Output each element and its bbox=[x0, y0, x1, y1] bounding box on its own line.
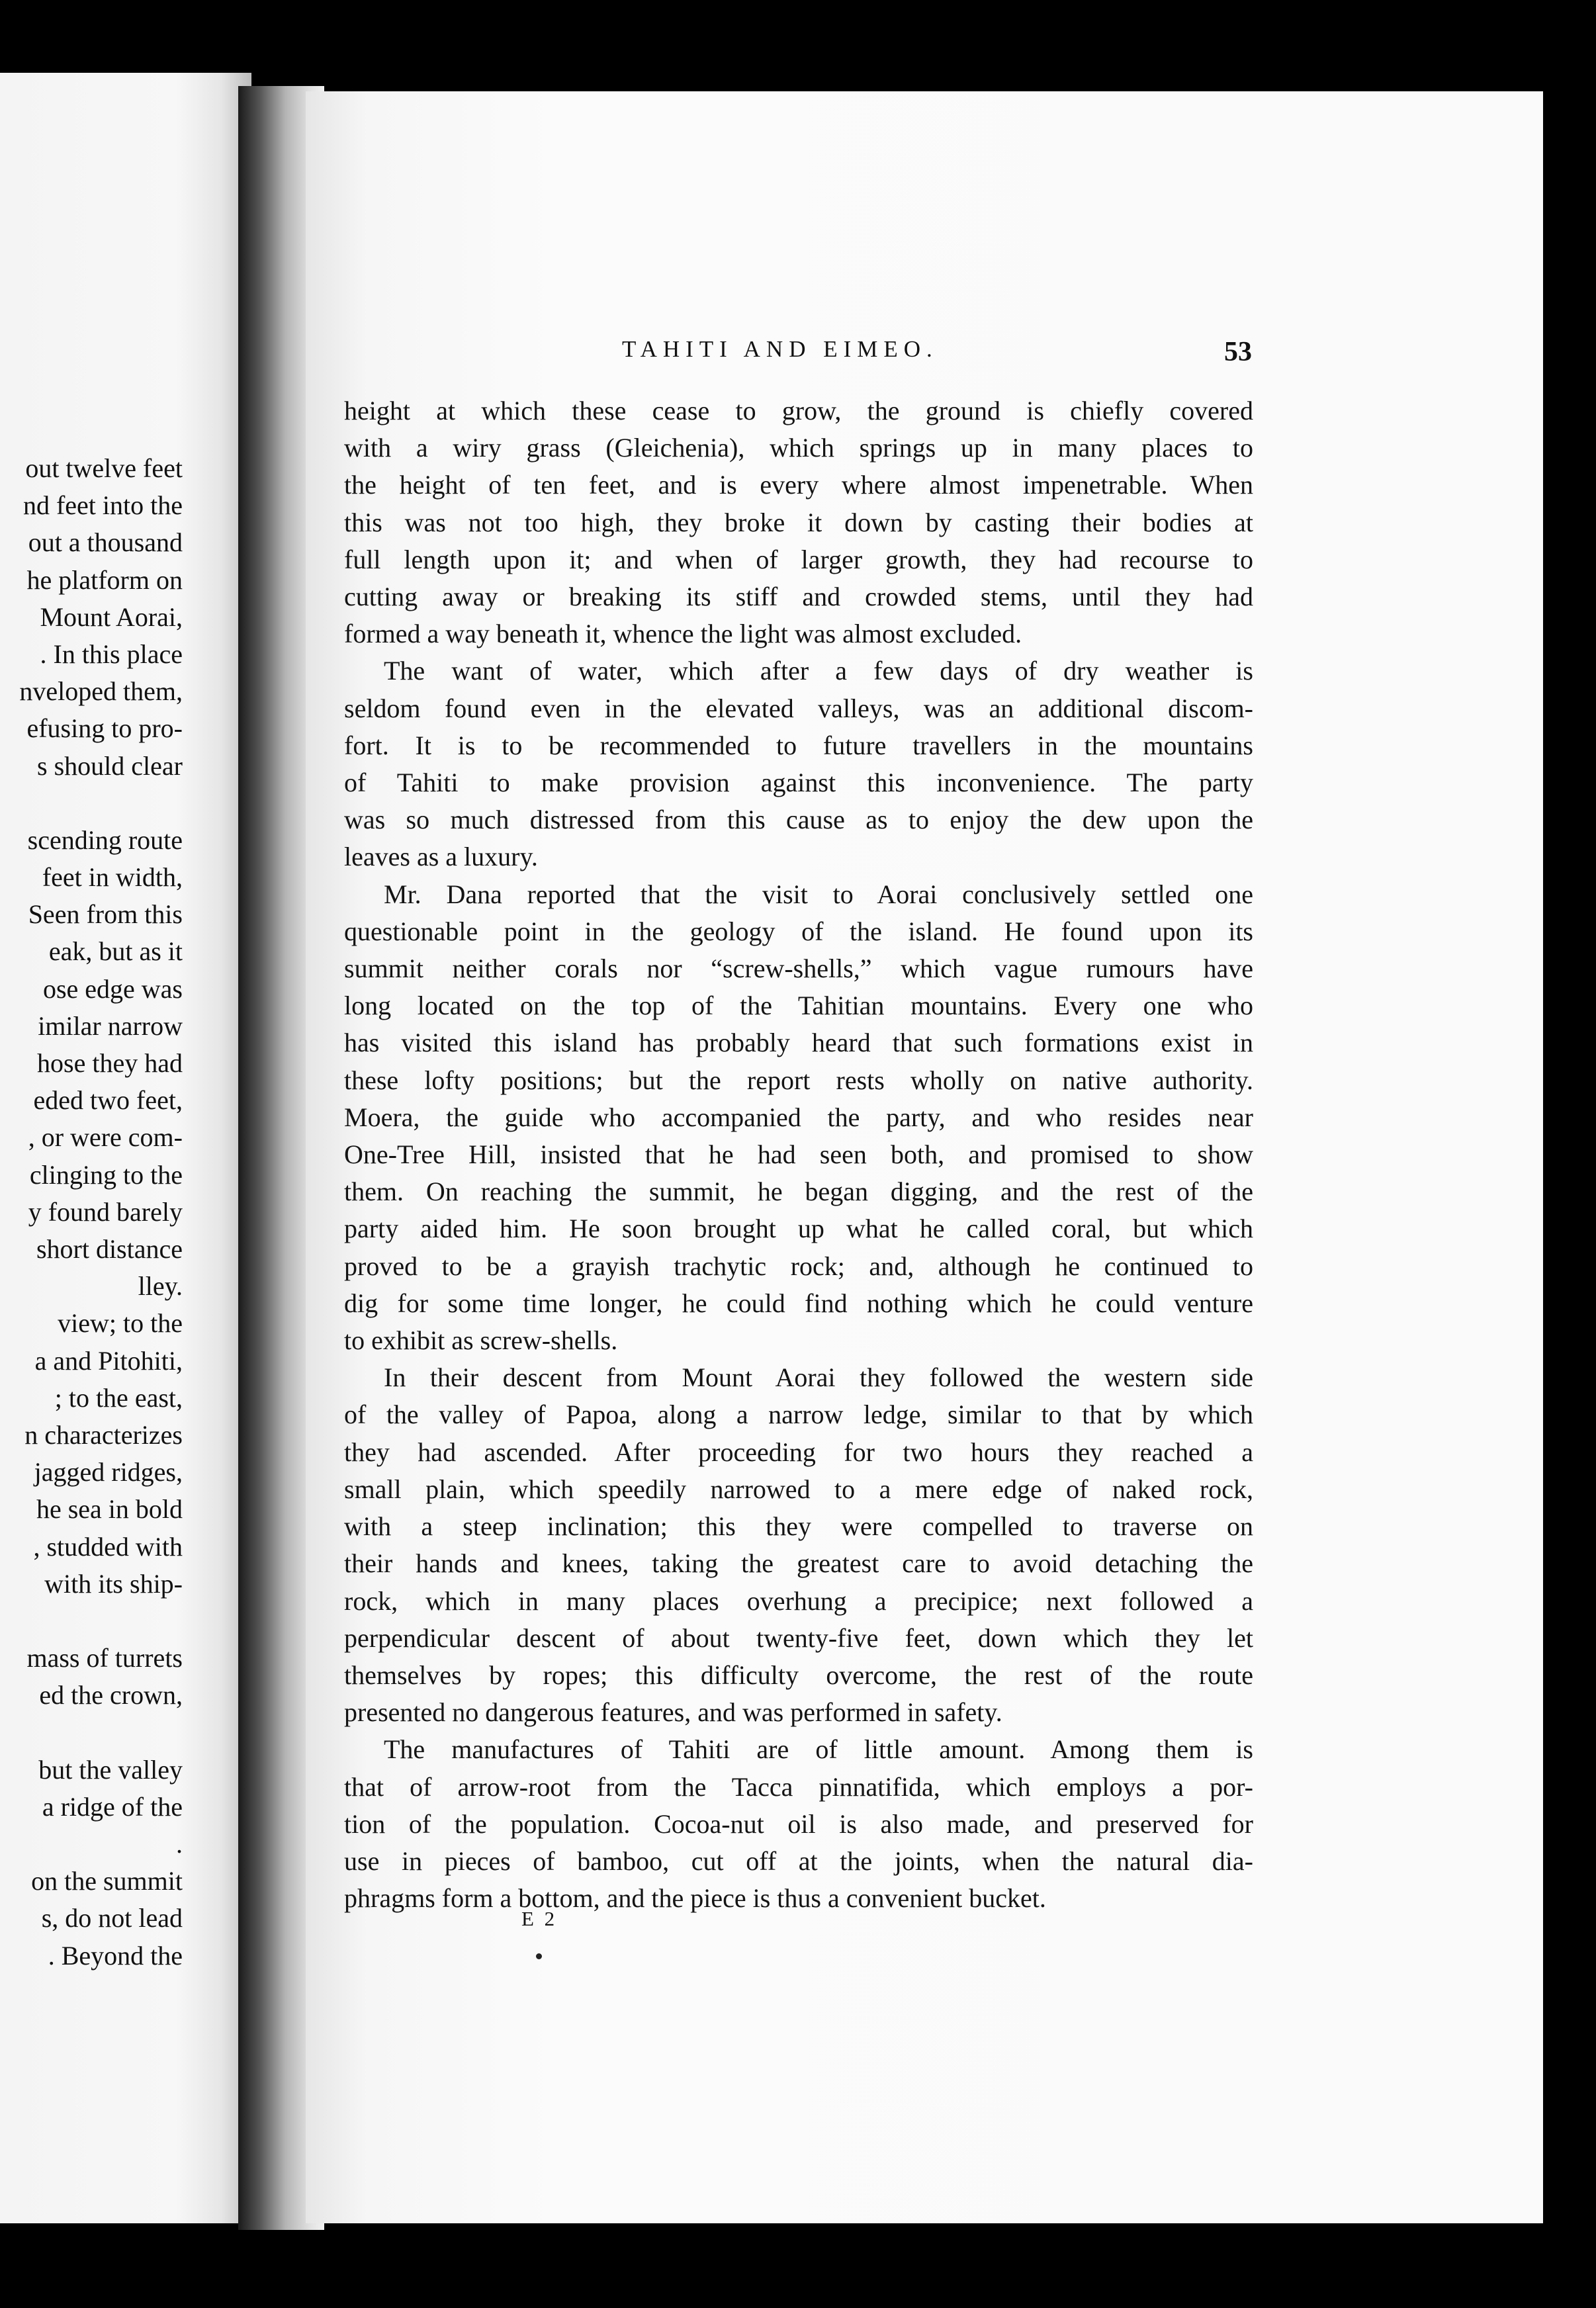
left-page-line: , studded with bbox=[33, 1531, 183, 1562]
left-page-line: ; to the east, bbox=[54, 1382, 183, 1413]
left-page-line: efusing to pro- bbox=[26, 713, 183, 744]
body-line: their hands and knees, taking the greatest care to avoid detaching the bbox=[344, 1548, 1253, 1579]
left-page-line bbox=[0, 785, 183, 822]
left-page-line: . Beyond the bbox=[48, 1940, 183, 1971]
left-page-line: a ridge of the bbox=[42, 1791, 183, 1822]
left-page-line: view; to the bbox=[58, 1308, 183, 1339]
left-page-line: s, do not lead bbox=[41, 1903, 183, 1933]
left-page-line: eak, but as it bbox=[48, 936, 183, 967]
body-line: this was not too high, they broke it down by casting their bodies at bbox=[344, 507, 1253, 537]
body-line: with a wiry grass (Gleichenia), which springs up in many places to bbox=[344, 433, 1253, 463]
body-text bbox=[344, 392, 1253, 1917]
left-page-line: he platform on bbox=[26, 564, 183, 595]
signature-mark: E 2 bbox=[521, 1907, 558, 1930]
left-page-line: ose edge was bbox=[42, 973, 183, 1004]
body-line: dig for some time longer, he could find nothing which he could venture bbox=[344, 1288, 1253, 1318]
body-line: that of arrow-root from the Tacca pinnatifida, which employs a por- bbox=[344, 1771, 1253, 1802]
left-page-line: ed the crown, bbox=[39, 1680, 183, 1710]
left-page-line: but the valley bbox=[38, 1754, 183, 1785]
left-page-line: imilar narrow bbox=[38, 1010, 183, 1041]
left-page-line: Seen from this bbox=[28, 899, 183, 930]
body-line: them. On reaching the summit, he began digging, and the rest of the bbox=[344, 1176, 1253, 1207]
body-line: tion of the population. Cocoa-nut oil is also made, and preserved for bbox=[344, 1808, 1253, 1839]
body-line: of Tahiti to make provision against this inconvenience. The party bbox=[344, 768, 1253, 798]
body-line: party aided him. He soon brought up what he called coral, but which bbox=[344, 1214, 1253, 1244]
body-line: themselves by ropes; this difficulty overcome, the rest of the route bbox=[344, 1660, 1253, 1690]
body-line: seldom found even in the elevated valleys, was an additional discom- bbox=[344, 693, 1253, 723]
body-line: Mr. Dana reported that the visit to Aorai conclusively settled one bbox=[384, 879, 1253, 909]
body-line: they had ascended. After proceeding for two hours they reached a bbox=[344, 1437, 1253, 1467]
body-line: use in pieces of bamboo, cut off at the joints, when the natural dia- bbox=[344, 1845, 1253, 1876]
left-page-line bbox=[0, 1603, 183, 1640]
body-line: was so much distressed from this cause as to enjoy the dew upon the bbox=[344, 805, 1253, 835]
running-head: TAHITI AND EIMEO. bbox=[622, 336, 938, 362]
left-facing-page bbox=[0, 73, 251, 2223]
body-line: fort. It is to be recommended to future travellers in the mountains bbox=[344, 730, 1253, 760]
left-page-line: short distance bbox=[36, 1234, 183, 1265]
left-page-line: feet in width, bbox=[42, 862, 183, 893]
body-line: rock, which in many places overhung a precipice; next followed a bbox=[344, 1585, 1253, 1616]
body-line: In their descent from Mount Aorai they followed the western side bbox=[384, 1362, 1253, 1393]
body-line: has visited this island has probably heard that such formations exist in bbox=[344, 1028, 1253, 1058]
left-page-line: n characterizes bbox=[24, 1420, 183, 1450]
body-line: perpendicular descent of about twenty-five feet, down which they let bbox=[344, 1622, 1253, 1653]
left-page-line: . In this place bbox=[40, 639, 183, 670]
body-line: these lofty positions; but the report rests wholly on native authority. bbox=[344, 1065, 1253, 1095]
left-page-line: out twelve feet bbox=[25, 453, 183, 483]
left-page-line bbox=[0, 1714, 183, 1752]
left-page-line: jagged ridges, bbox=[34, 1457, 183, 1487]
body-line: height at which these cease to grow, the ground is chiefly covered bbox=[344, 396, 1253, 425]
left-page-line: nveloped them, bbox=[19, 676, 183, 707]
body-line: presented no dangerous features, and was performed in safety. bbox=[344, 1697, 1002, 1728]
body-line: the height of ten feet, and is every where almost impenetrable. When bbox=[344, 470, 1253, 500]
left-page-line: s should clear bbox=[37, 750, 183, 781]
left-page-line: hose they had bbox=[37, 1048, 183, 1079]
body-line: questionable point in the geology of the island. He found upon its bbox=[344, 916, 1253, 946]
body-line: small plain, which speedily narrowed to a mere edge of naked rock, bbox=[344, 1474, 1253, 1504]
left-page-line: on the summit bbox=[31, 1866, 183, 1896]
body-line: summit neither corals nor “screw-shells,” which vague rumours have bbox=[344, 954, 1253, 984]
left-page-line: with its ship- bbox=[44, 1568, 183, 1599]
body-line: The manufactures of Tahiti are of little amount. Among them is bbox=[384, 1734, 1253, 1765]
left-page-line: lley. bbox=[138, 1271, 183, 1302]
body-line: of the valley of Papoa, along a narrow ledge, similar to that by which bbox=[344, 1399, 1253, 1430]
body-line: cutting away or breaking its stiff and crowded stems, until they had bbox=[344, 582, 1253, 612]
body-line: phragms form a bottom, and the piece is thus a convenient bucket. bbox=[344, 1883, 1046, 1914]
left-page-line: out a thousand bbox=[28, 527, 183, 558]
left-page-line: , or were com- bbox=[28, 1122, 183, 1153]
body-line: Moera, the guide who accompanied the party, and who resides near bbox=[344, 1102, 1253, 1132]
left-page-line: . bbox=[176, 1828, 183, 1859]
body-line: proved to be a grayish trachytic rock; and, although he continued to bbox=[344, 1251, 1253, 1281]
left-page-line: he sea in bold bbox=[36, 1494, 183, 1525]
left-page-text bbox=[0, 450, 183, 1975]
body-line: with a steep inclination; this they were compelled to traverse on bbox=[344, 1511, 1253, 1542]
body-line: The want of water, which after a few days of dry weather is bbox=[384, 656, 1253, 686]
body-line: long located on the top of the Tahitian mountains. Every one who bbox=[344, 991, 1253, 1021]
body-line: full length upon it; and when of larger growth, they had recourse to bbox=[344, 544, 1253, 574]
left-page-line: y found barely bbox=[28, 1196, 183, 1227]
body-line: formed a way beneath it, whence the light was almost excluded. bbox=[344, 619, 1022, 649]
left-page-line: clinging to the bbox=[29, 1159, 183, 1190]
ink-dot bbox=[536, 1953, 542, 1959]
body-line: leaves as a luxury. bbox=[344, 842, 538, 872]
page-number: 53 bbox=[1224, 337, 1252, 367]
body-line: One-Tree Hill, insisted that he had seen both, and promised to show bbox=[344, 1139, 1253, 1170]
left-page-line: nd feet into the bbox=[22, 490, 183, 521]
left-page-line: mass of turrets bbox=[26, 1643, 183, 1673]
left-page-line: a and Pitohiti, bbox=[34, 1345, 183, 1376]
left-page-line: Mount Aorai, bbox=[40, 601, 183, 632]
body-line: to exhibit as screw-shells. bbox=[344, 1325, 618, 1356]
left-page-line: eded two feet, bbox=[33, 1085, 183, 1116]
left-page-line: scending route bbox=[27, 824, 183, 855]
